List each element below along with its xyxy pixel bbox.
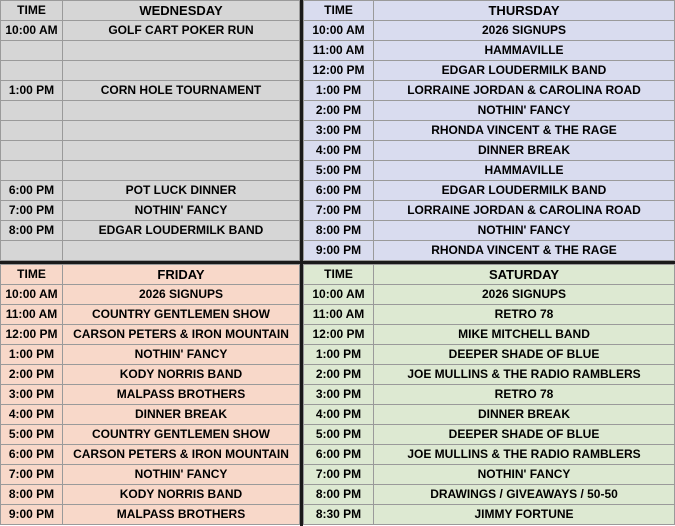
event-cell: HAMMAVILLE: [374, 41, 675, 61]
event-cell: DINNER BREAK: [374, 141, 675, 161]
schedule-row: [304, 425, 675, 445]
event-cell: [63, 161, 300, 181]
schedule-row: [1, 465, 300, 485]
time-cell: [1, 61, 63, 81]
schedule-row: [1, 305, 300, 325]
day-title: SATURDAY: [374, 265, 675, 285]
time-cell: 11:00 AM: [1, 305, 63, 325]
time-cell: [1, 141, 63, 161]
wednesday-schedule-panel: [0, 0, 300, 261]
time-cell: 12:00 PM: [1, 325, 63, 345]
event-cell: [63, 241, 300, 261]
event-cell: RHONDA VINCENT & THE RAGE: [374, 121, 675, 141]
schedule-row: [304, 345, 675, 365]
time-cell: 3:00 PM: [304, 385, 374, 405]
schedule-row: [1, 485, 300, 505]
schedule-row: [304, 121, 675, 141]
time-cell: 8:30 PM: [304, 505, 374, 525]
time-column-header: TIME: [304, 1, 374, 21]
time-cell: 5:00 PM: [304, 425, 374, 445]
horizontal-divider: [0, 261, 675, 264]
event-cell: CARSON PETERS & IRON MOUNTAIN: [63, 445, 300, 465]
event-cell: MALPASS BROTHERS: [63, 385, 300, 405]
time-cell: 11:00 AM: [304, 305, 374, 325]
schedule-row: [1, 325, 300, 345]
day-title: WEDNESDAY: [63, 1, 300, 21]
event-cell: POT LUCK DINNER: [63, 181, 300, 201]
event-cell: LORRAINE JORDAN & CAROLINA ROAD: [374, 201, 675, 221]
schedule-row: [304, 141, 675, 161]
thursday-schedule-panel: [303, 0, 675, 261]
schedule-row: [1, 181, 300, 201]
time-cell: 4:00 PM: [304, 405, 374, 425]
schedule-row: [1, 121, 300, 141]
time-cell: 12:00 PM: [304, 325, 374, 345]
time-cell: 11:00 AM: [304, 41, 374, 61]
schedule-row: [1, 161, 300, 181]
time-cell: 3:00 PM: [1, 385, 63, 405]
schedule-row: [304, 385, 675, 405]
schedule-row: [304, 305, 675, 325]
event-cell: JOE MULLINS & THE RADIO RAMBLERS: [374, 365, 675, 385]
time-cell: 10:00 AM: [1, 285, 63, 305]
schedule-row: [1, 425, 300, 445]
schedule-row: [1, 365, 300, 385]
time-cell: 5:00 PM: [1, 425, 63, 445]
friday-schedule-panel: [0, 264, 300, 525]
time-cell: 1:00 PM: [1, 345, 63, 365]
time-cell: 8:00 PM: [1, 221, 63, 241]
schedule-row: [1, 405, 300, 425]
event-cell: [63, 101, 300, 121]
time-cell: 10:00 AM: [304, 285, 374, 305]
time-column-header: TIME: [1, 265, 63, 285]
event-cell: LORRAINE JORDAN & CAROLINA ROAD: [374, 81, 675, 101]
event-cell: DEEPER SHADE OF BLUE: [374, 425, 675, 445]
schedule-row: [1, 241, 300, 261]
time-cell: 1:00 PM: [304, 345, 374, 365]
schedule-row: [304, 405, 675, 425]
event-cell: KODY NORRIS BAND: [63, 485, 300, 505]
schedule-row: [304, 445, 675, 465]
event-cell: NOTHIN' FANCY: [374, 221, 675, 241]
time-cell: 4:00 PM: [1, 405, 63, 425]
header-row: [1, 1, 300, 21]
event-cell: DEEPER SHADE OF BLUE: [374, 345, 675, 365]
event-cell: EDGAR LOUDERMILK BAND: [63, 221, 300, 241]
event-cell: RHONDA VINCENT & THE RAGE: [374, 241, 675, 261]
event-cell: NOTHIN' FANCY: [63, 465, 300, 485]
time-cell: [1, 41, 63, 61]
time-cell: 8:00 PM: [1, 485, 63, 505]
time-cell: 7:00 PM: [1, 201, 63, 221]
schedule-row: [304, 21, 675, 41]
event-cell: [63, 121, 300, 141]
header-row: [304, 1, 675, 21]
event-cell: 2026 SIGNUPS: [374, 285, 675, 305]
schedule-row: [304, 485, 675, 505]
time-cell: 1:00 PM: [1, 81, 63, 101]
schedule-row: [304, 241, 675, 261]
schedule-row: [304, 181, 675, 201]
time-cell: 3:00 PM: [304, 121, 374, 141]
event-cell: NOTHIN' FANCY: [374, 101, 675, 121]
schedule-row: [304, 365, 675, 385]
schedule-row: [1, 201, 300, 221]
event-cell: EDGAR LOUDERMILK BAND: [374, 61, 675, 81]
schedule-row: [304, 221, 675, 241]
schedule-row: [1, 101, 300, 121]
schedule-row: [304, 465, 675, 485]
schedule-row: [1, 141, 300, 161]
schedule-row: [304, 81, 675, 101]
time-cell: 2:00 PM: [304, 365, 374, 385]
header-row: [304, 265, 675, 285]
event-cell: CARSON PETERS & IRON MOUNTAIN: [63, 325, 300, 345]
event-cell: 2026 SIGNUPS: [374, 21, 675, 41]
schedule-row: [1, 61, 300, 81]
event-cell: [63, 61, 300, 81]
event-cell: JIMMY FORTUNE: [374, 505, 675, 525]
schedule-row: [304, 161, 675, 181]
time-cell: 5:00 PM: [304, 161, 374, 181]
time-cell: 4:00 PM: [304, 141, 374, 161]
schedule-row: [304, 505, 675, 525]
event-cell: 2026 SIGNUPS: [63, 285, 300, 305]
event-cell: [63, 141, 300, 161]
event-cell: DINNER BREAK: [374, 405, 675, 425]
schedule-row: [1, 445, 300, 465]
event-cell: COUNTRY GENTLEMEN SHOW: [63, 305, 300, 325]
schedule-row: [1, 81, 300, 101]
event-cell: DINNER BREAK: [63, 405, 300, 425]
saturday-schedule-panel: [303, 264, 675, 525]
time-cell: 7:00 PM: [304, 465, 374, 485]
time-cell: 10:00 AM: [304, 21, 374, 41]
time-cell: 6:00 PM: [304, 445, 374, 465]
time-column-header: TIME: [1, 1, 63, 21]
event-cell: NOTHIN' FANCY: [374, 465, 675, 485]
schedule-row: [304, 101, 675, 121]
day-title: THURSDAY: [374, 1, 675, 21]
friday-schedule-table: [0, 264, 300, 525]
time-cell: 6:00 PM: [304, 181, 374, 201]
header-row: [1, 265, 300, 285]
event-cell: HAMMAVILLE: [374, 161, 675, 181]
time-cell: 8:00 PM: [304, 485, 374, 505]
wednesday-schedule-table: [0, 0, 300, 261]
schedule-row: [1, 385, 300, 405]
thursday-schedule-table: [303, 0, 675, 261]
event-cell: MIKE MITCHELL BAND: [374, 325, 675, 345]
event-cell: RETRO 78: [374, 385, 675, 405]
schedule-row: [304, 285, 675, 305]
schedule-row: [1, 41, 300, 61]
time-cell: 8:00 PM: [304, 221, 374, 241]
event-cell: JOE MULLINS & THE RADIO RAMBLERS: [374, 445, 675, 465]
event-cell: RETRO 78: [374, 305, 675, 325]
time-cell: 7:00 PM: [1, 465, 63, 485]
saturday-schedule-table: [303, 264, 675, 525]
schedule-row: [1, 21, 300, 41]
event-cell: MALPASS BROTHERS: [63, 505, 300, 525]
time-cell: 2:00 PM: [1, 365, 63, 385]
schedule-row: [1, 221, 300, 241]
time-cell: [1, 241, 63, 261]
time-cell: 6:00 PM: [1, 445, 63, 465]
time-cell: 9:00 PM: [304, 241, 374, 261]
time-cell: [1, 161, 63, 181]
time-cell: 9:00 PM: [1, 505, 63, 525]
event-cell: NOTHIN' FANCY: [63, 201, 300, 221]
event-cell: COUNTRY GENTLEMEN SHOW: [63, 425, 300, 445]
schedule-row: [304, 61, 675, 81]
time-cell: 6:00 PM: [1, 181, 63, 201]
event-cell: EDGAR LOUDERMILK BAND: [374, 181, 675, 201]
event-cell: CORN HOLE TOURNAMENT: [63, 81, 300, 101]
event-cell: NOTHIN' FANCY: [63, 345, 300, 365]
time-cell: 2:00 PM: [304, 101, 374, 121]
schedule-row: [1, 345, 300, 365]
time-cell: 7:00 PM: [304, 201, 374, 221]
time-cell: 12:00 PM: [304, 61, 374, 81]
schedule-row: [1, 285, 300, 305]
schedule-row: [304, 201, 675, 221]
time-cell: 10:00 AM: [1, 21, 63, 41]
schedule-row: [304, 41, 675, 61]
event-cell: KODY NORRIS BAND: [63, 365, 300, 385]
schedule-row: [304, 325, 675, 345]
event-cell: DRAWINGS / GIVEAWAYS / 50-50: [374, 485, 675, 505]
time-cell: [1, 121, 63, 141]
event-cell: [63, 41, 300, 61]
time-column-header: TIME: [304, 265, 374, 285]
schedule-row: [1, 505, 300, 525]
time-cell: 1:00 PM: [304, 81, 374, 101]
day-title: FRIDAY: [63, 265, 300, 285]
time-cell: [1, 101, 63, 121]
event-cell: GOLF CART POKER RUN: [63, 21, 300, 41]
